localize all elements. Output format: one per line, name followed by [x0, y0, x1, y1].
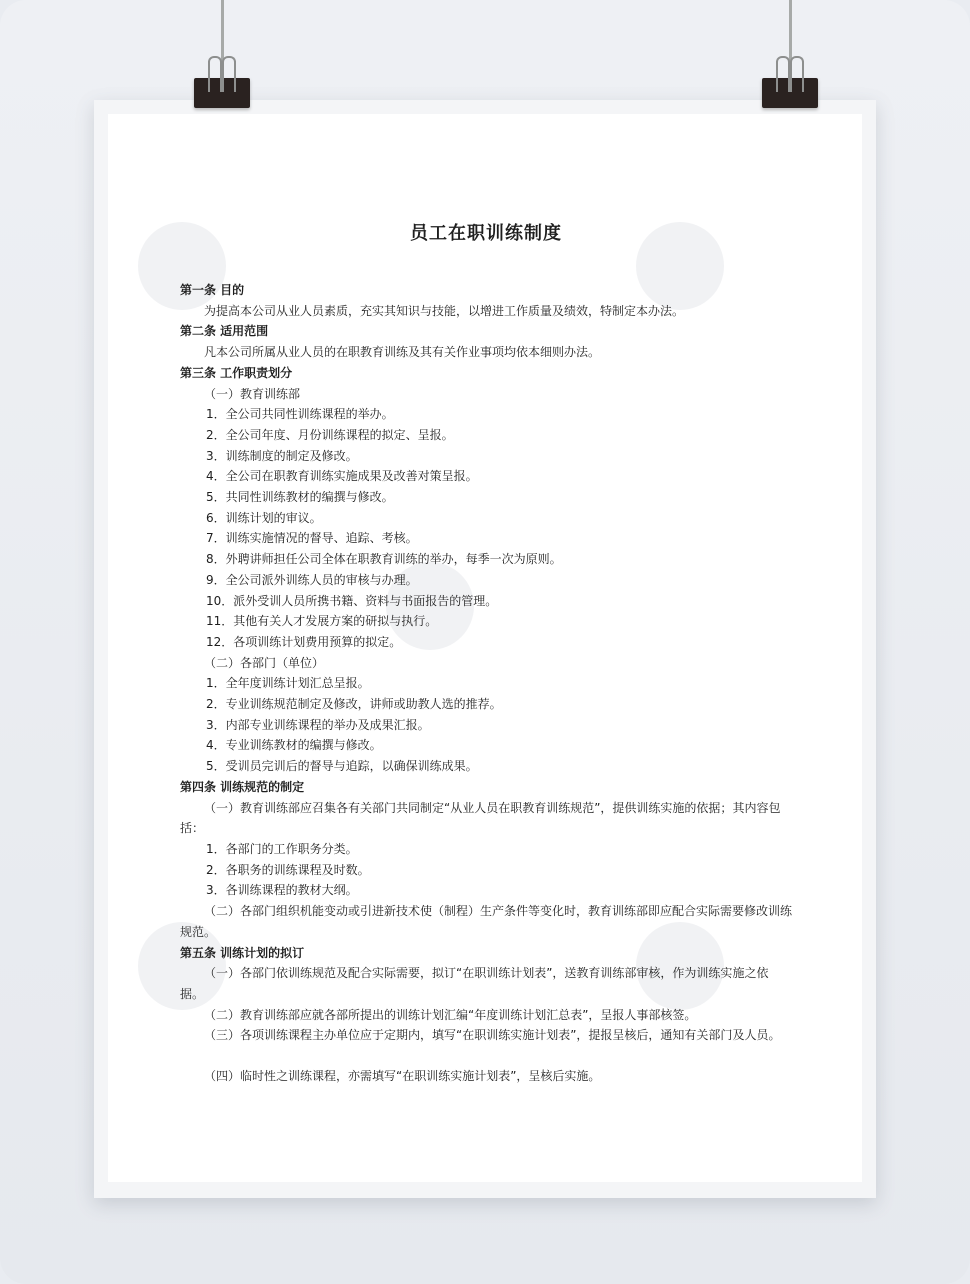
paragraph: 为提高本公司从业人员素质，充实其知识与技能，以增进工作质量及绩效，特制定本办法。: [204, 303, 685, 318]
list-item: 2．各职务的训练课程及时数。: [206, 862, 370, 877]
list-item: 3．各训练课程的教材大纲。: [206, 883, 358, 898]
list-item: 6．训练计划的审议。: [206, 510, 322, 525]
paragraph: （二）各部门（单位）: [204, 655, 325, 670]
clip-wire: [208, 56, 222, 92]
paragraph: 凡本公司所属从业人员的在职教育训练及其有关作业事项均依本细则办法。: [204, 345, 601, 360]
list-item: 12．各项训练计划费用预算的拟定。: [206, 634, 402, 649]
binder-clip-right-icon: [762, 78, 818, 108]
list-item: 11．其他有关人才发展方案的研拟与执行。: [206, 614, 438, 629]
document-body: [180, 280, 792, 1087]
list-item: 1．全年度训练计划汇总呈报。: [206, 676, 370, 691]
section-heading: 第四条 训练规范的制定: [180, 779, 305, 794]
document-title: 员工在职训练制度: [410, 223, 562, 244]
list-item: 1．全公司共同性训练课程的举办。: [206, 407, 394, 422]
list-item: 10．派外受训人员所携书籍、资料与书面报告的管理。: [206, 593, 498, 608]
clip-wire: [790, 56, 804, 92]
section-heading: 第二条 适用范围: [180, 324, 269, 339]
paragraph: （二）教育训练部应就各部所提出的训练计划汇编“年度训练计划汇总表”，呈报人事部核签。: [204, 1007, 697, 1022]
list-item: 4．全公司在职教育训练实施成果及改善对策呈报。: [206, 469, 478, 484]
paragraph-gap: [180, 1046, 792, 1066]
clip-wire: [776, 56, 790, 92]
section-heading: 第三条 工作职责划分: [180, 365, 293, 380]
clip-wire: [222, 56, 236, 92]
paragraph: （一）教育训练部: [204, 386, 301, 401]
section-heading: 第一条 目的: [180, 283, 245, 297]
list-item: 3．内部专业训练课程的举办及成果汇报。: [206, 717, 430, 732]
binder-clip-left-icon: [194, 78, 250, 108]
document-content: [180, 222, 792, 1087]
list-item: 8．外聘讲师担任公司全体在职教育训练的举办，每季一次为原则。: [206, 552, 562, 567]
section-heading: 第五条 训练计划的拟订: [180, 945, 305, 960]
list-item: 1．各部门的工作职务分类。: [206, 841, 358, 856]
list-item: 2．专业训练规范制定及修改，讲师或助教人选的推荐。: [206, 697, 502, 712]
paragraph: （三）各项训练课程主办单位应于定期内，填写“在职训练实施计划表”，提报呈核后，通知有关部门及人员。: [204, 1028, 781, 1043]
paragraph: （一）教育训练部应召集各有关部门共同制定“从业人员在职教育训练规范”，提供训练实施的依据；其内容包括：: [180, 800, 781, 836]
list-item: 4．专业训练教材的编撰与修改。: [206, 738, 382, 753]
paragraph: （二）各部门组织机能变动或引进新技术使（制程）生产条件等变化时，教育训练部即应配合实际需要修改训练规范。: [180, 904, 793, 939]
list-item: 3．训练制度的制定及修改。: [206, 448, 358, 463]
document-page: [108, 114, 862, 1182]
list-item: 9．全公司派外训练人员的审核与办理。: [206, 572, 418, 587]
list-item: 7．训练实施情况的督导、追踪、考核。: [206, 531, 418, 546]
list-item: 5．受训员完训后的督导与追踪，以确保训练成果。: [206, 759, 478, 774]
paragraph: （四）临时性之训练课程，亦需填写“在职训练实施计划表”，呈核后实施。: [204, 1069, 601, 1084]
list-item: 2．全公司年度、月份训练课程的拟定、呈报。: [206, 427, 454, 442]
paragraph: （一）各部门依训练规范及配合实际需要，拟订“在职训练计划表”，送教育训练部审核，作为训练实施之依据。: [180, 966, 769, 1001]
list-item: 5．共同性训练教材的编撰与修改。: [206, 490, 394, 505]
